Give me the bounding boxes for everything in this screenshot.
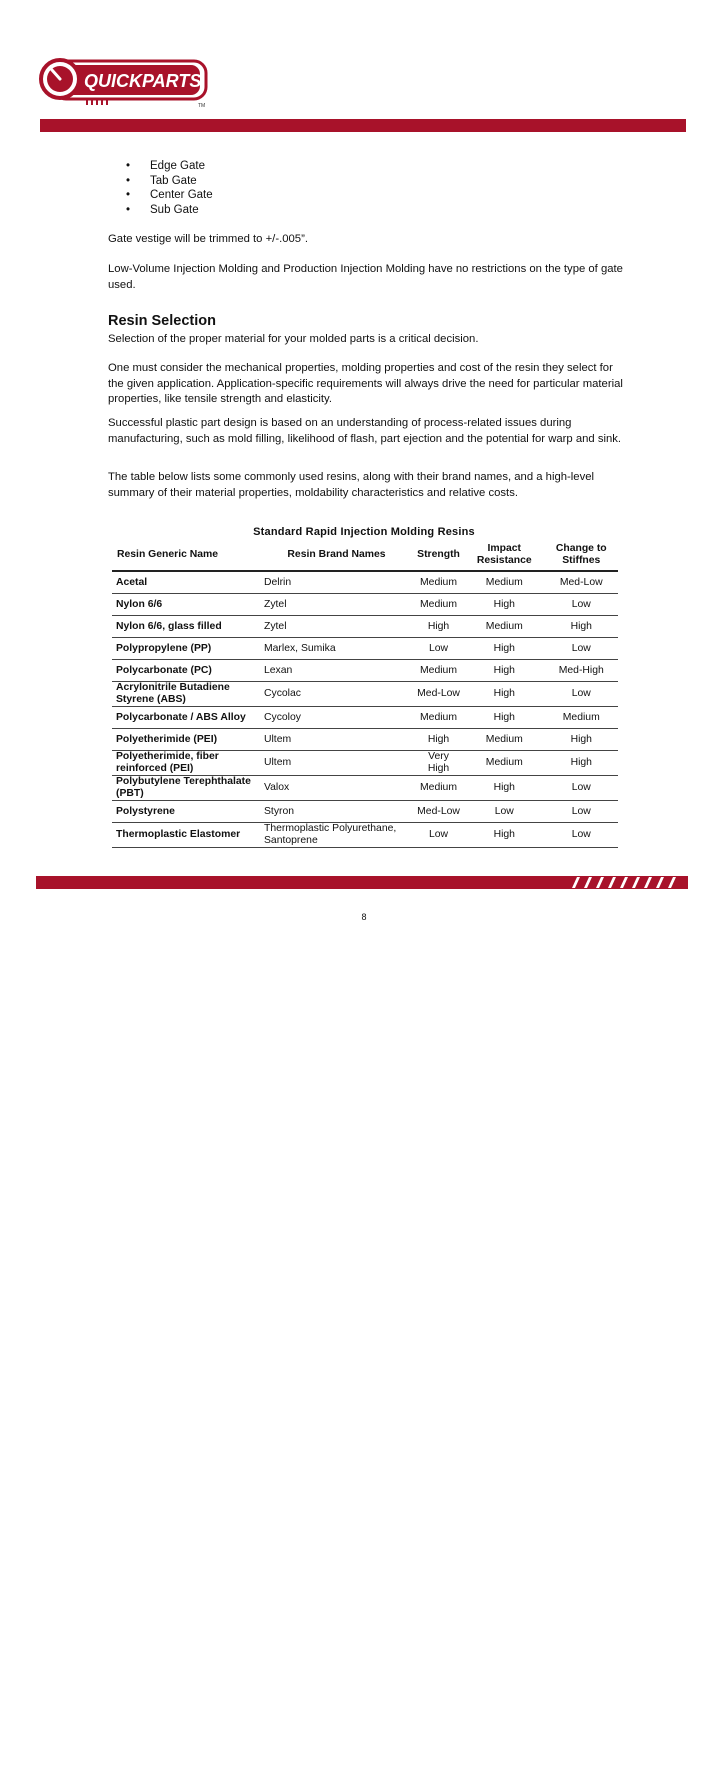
cell-generic-name: Thermoplastic Elastomer xyxy=(112,823,260,848)
cell-impact-resistance: Medium xyxy=(464,571,544,594)
column-header: Impact Resistance xyxy=(476,543,532,566)
cell-brand-names: Zytel xyxy=(260,616,413,638)
cell-stiffness: Low xyxy=(545,594,618,616)
svg-text:TM: TM xyxy=(198,103,206,109)
paragraph: One must consider the mechanical properties, molding properties and cost of the resin they select for the given application. Application-specific requirements will always drive the need for particular material properties, like tensile strength and elasticity. xyxy=(108,362,623,405)
list-item: • Edge Gate xyxy=(112,159,213,174)
cell-generic-name: Polycarbonate / ABS Alloy xyxy=(112,707,260,729)
cell-generic-name: Polystyrene xyxy=(112,801,260,823)
cell-generic-name: Nylon 6/6, glass filled xyxy=(112,616,260,638)
table-row xyxy=(112,823,618,848)
table-row xyxy=(112,571,618,594)
cell-stiffness: High xyxy=(545,616,618,638)
cell-strength: Medium xyxy=(413,594,464,616)
cell-impact-resistance: Medium xyxy=(464,751,544,776)
header-bar xyxy=(40,119,686,132)
table-row xyxy=(112,751,618,776)
column-header: Change to Stiffnes xyxy=(555,543,607,566)
cell-stiffness: Low xyxy=(545,801,618,823)
cell-brand-names: Valox xyxy=(260,776,413,801)
cell-brand-names: Ultem xyxy=(260,729,413,751)
cell-brand-names: Thermoplastic Polyurethane, Santoprene xyxy=(260,823,413,848)
table-row xyxy=(112,801,618,823)
cell-impact-resistance: High xyxy=(464,776,544,801)
table-row xyxy=(112,616,618,638)
cell-strength: Low xyxy=(413,823,464,848)
cell-stiffness: Low xyxy=(545,638,618,660)
cell-generic-name: Polyetherimide, fiber reinforced (PEI) xyxy=(112,751,260,776)
table-row xyxy=(112,660,618,682)
cell-generic-name: Acetal xyxy=(112,571,260,594)
cell-impact-resistance: Medium xyxy=(464,616,544,638)
cell-strength: High xyxy=(413,729,464,751)
cell-brand-names: Ultem xyxy=(260,751,413,776)
table-row xyxy=(112,682,618,707)
cell-strength: Low xyxy=(413,638,464,660)
table-header-row xyxy=(112,540,618,571)
cell-strength: Med-Low xyxy=(413,682,464,707)
cell-stiffness: High xyxy=(545,751,618,776)
resin-selection-heading: Resin Selection xyxy=(108,313,216,329)
cell-impact-resistance: Medium xyxy=(464,729,544,751)
cell-stiffness: Medium xyxy=(545,707,618,729)
cell-impact-resistance: High xyxy=(464,823,544,848)
list-item: • Center Gate xyxy=(112,188,213,203)
cell-brand-names: Delrin xyxy=(260,571,413,594)
gate-vestige-text: Gate vestige will be trimmed to +/-.005”. xyxy=(108,233,308,245)
cell-strength: Medium xyxy=(413,660,464,682)
cell-generic-name: Polypropylene (PP) xyxy=(112,638,260,660)
cell-stiffness: Low xyxy=(545,776,618,801)
cell-stiffness: Low xyxy=(545,823,618,848)
cell-strength: Medium xyxy=(413,776,464,801)
cell-impact-resistance: High xyxy=(464,707,544,729)
list-item: • Sub Gate xyxy=(112,203,213,218)
cell-stiffness: High xyxy=(545,729,618,751)
list-item: • Tab Gate xyxy=(112,174,213,189)
cell-strength: Medium xyxy=(413,707,464,729)
cell-generic-name: Polycarbonate (PC) xyxy=(112,660,260,682)
page-number: 8 xyxy=(361,912,367,922)
cell-stiffness: Med-Low xyxy=(545,571,618,594)
column-header: Resin Generic Name xyxy=(117,549,219,560)
table-title: Standard Rapid Injection Molding Resins xyxy=(253,526,475,538)
gate-types-list xyxy=(112,159,213,217)
cell-generic-name: Polyetherimide (PEI) xyxy=(112,729,260,751)
stripe-decoration-icon xyxy=(568,877,678,888)
cell-brand-names: Marlex, Sumika xyxy=(260,638,413,660)
cell-stiffness: Low xyxy=(545,682,618,707)
cell-strength: Medium xyxy=(413,571,464,594)
paragraph: The table below lists some commonly used resins, along with their brand names, and a high-level summary of their material properties, moldability characteristics and relative costs. xyxy=(108,471,595,499)
resins-table xyxy=(112,540,618,848)
footer-bar xyxy=(36,876,688,1764)
svg-text:QUICKPARTS: QUICKPARTS xyxy=(84,71,202,91)
paragraph: Selection of the proper material for your molded parts is a critical decision. xyxy=(108,333,479,345)
table-row xyxy=(112,707,618,729)
cell-impact-resistance: High xyxy=(464,682,544,707)
cell-brand-names: Lexan xyxy=(260,660,413,682)
cell-brand-names: Cycoloy xyxy=(260,707,413,729)
column-header: Strength xyxy=(417,549,460,560)
footer-tagline: Your Single Source For Custom Parts. xyxy=(78,1752,278,1764)
quickparts-logo xyxy=(38,55,210,109)
table-row xyxy=(112,594,618,616)
cell-brand-names: Zytel xyxy=(260,594,413,616)
cell-generic-name: Polybutylene Terephthalate (PBT) xyxy=(112,776,260,801)
cell-impact-resistance: High xyxy=(464,594,544,616)
cell-impact-resistance: High xyxy=(464,638,544,660)
column-header: Resin Brand Names xyxy=(287,549,386,560)
cell-generic-name: Acrylonitrile Butadiene Styrene (ABS) xyxy=(112,682,260,707)
cell-brand-names: Styron xyxy=(260,801,413,823)
table-row xyxy=(112,776,618,801)
gate-restriction-text: Low-Volume Injection Molding and Production Injection Molding have no restrictions on the type of gate used. xyxy=(108,263,623,291)
cell-strength: High xyxy=(413,616,464,638)
table-row xyxy=(112,638,618,660)
cell-impact-resistance: High xyxy=(464,660,544,682)
table-row xyxy=(112,729,618,751)
paragraph: Successful plastic part design is based on an understanding of process-related issues during manufacturing, such as mold filling, likelihood of flash, part ejection and the potential for warp and sink. xyxy=(108,417,622,445)
cell-generic-name: Nylon 6/6 xyxy=(112,594,260,616)
cell-impact-resistance: Low xyxy=(464,801,544,823)
cell-stiffness: Med-High xyxy=(545,660,618,682)
cell-brand-names: Cycolac xyxy=(260,682,413,707)
cell-strength: Very High xyxy=(413,751,464,776)
cell-strength: Med-Low xyxy=(413,801,464,823)
